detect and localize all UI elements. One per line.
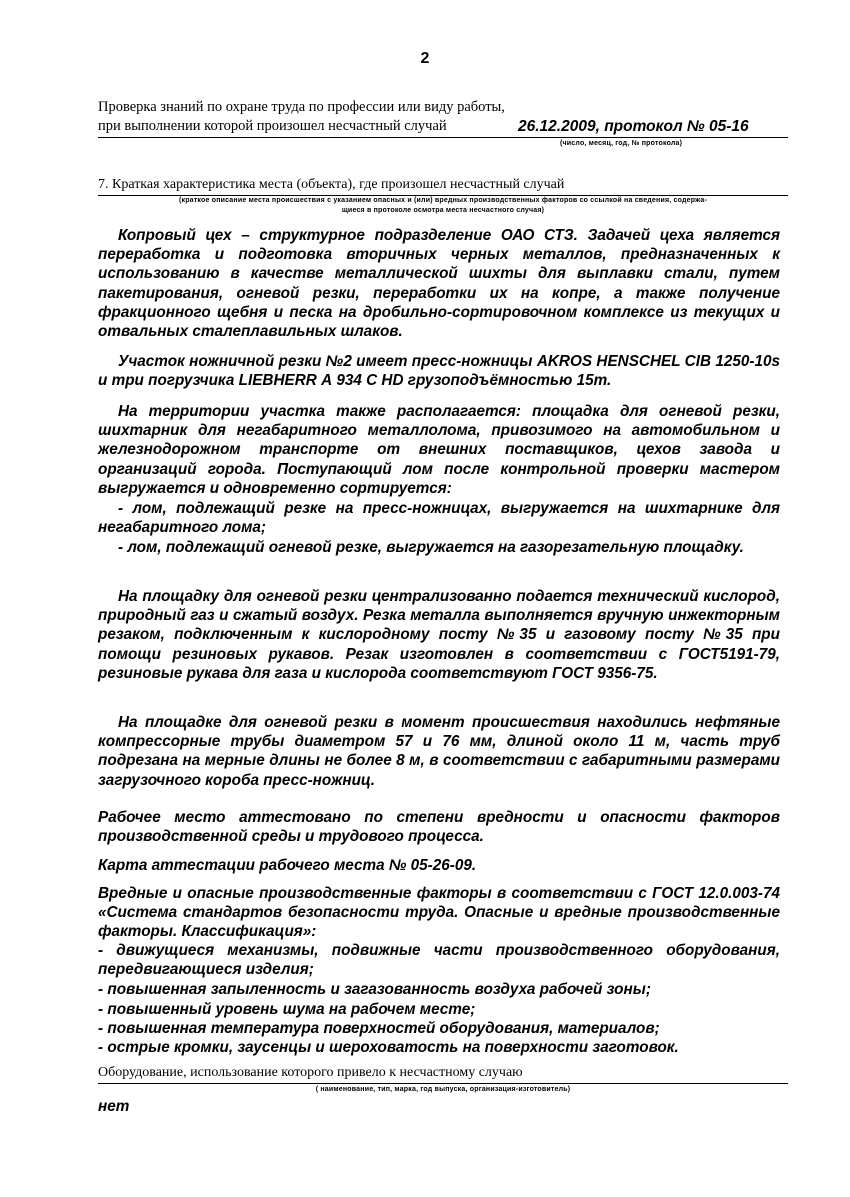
protocol-caption: (число, месяц, год, № протокола) <box>560 140 683 147</box>
paragraph-hazard-factors: Вредные и опасные производственные факторы в соответствии с ГОСТ 12.0.003-74 «Система стандартов безопасности труда. Опасные и вредные производственные факторы. Классификация»: <box>98 885 780 941</box>
page-number: 2 <box>420 50 430 67</box>
paragraph-site-equipment: Участок ножничной резки №2 имеет пресс-ножницы AKROS HENSCHEL CIB 1250-10s и три погрузчика LIEBHERR А 934 С HD грузоподъёмностью 15т. <box>98 353 780 390</box>
paragraph-gas-supply: На площадку для огневой резки централизованно подается технический кислород, природный газ и сжатый воздух. Резка металла выполняется вручную инжекторным резаком, подключенным к кислородному посту №35 и газовому посту №35 при помощи резиновых рукавов. Резак изготовлен в соответствии с ГОСТ5191-79, резиновые рукава для газа и кислорода соответствуют ГОСТ 9356-75. <box>98 588 780 682</box>
section-caption-2: щиеся в протоколе осмотра места несчастного случая) <box>341 207 545 214</box>
paragraph-workplace-certification: Рабочее место аттестовано по степени вредности и опасности факторов производственной среды и трудового процесса. <box>98 809 780 846</box>
paragraph-certification-card: Карта аттестации рабочего места № 05-26-09. <box>98 857 477 874</box>
header-underline <box>98 137 788 138</box>
paragraph-site-territory: На территории участка также располагается: площадка для огневой резки, шихтарник для негабаритного металлолома, привозимого на автомобильном и железнодорожном транспорте от внешних поставщиков, цехов завода и организаций города. Поступающий лом после контрольной проверки мастером выгружается и одновременно сортируется: <box>98 403 780 497</box>
equipment-caption: ( наименование, тип, марка, год выпуска, организация-изготовитель) <box>315 1086 571 1093</box>
hazard-item-noise: - повышенный уровень шума на рабочем месте; <box>98 1001 476 1018</box>
section-underline <box>98 195 788 196</box>
protocol-value: 26.12.2009, протокол № 05-16 <box>518 118 749 135</box>
hazard-item-moving-parts: - движущиеся механизмы, подвижные части производственного оборудования, передвигающиеся изделия; <box>98 942 780 979</box>
hazard-item-dust: - повышенная запыленность и загазованность воздуха рабочей зоны; <box>98 981 651 998</box>
header-line-1: Проверка знаний по охране труда по профессии или виду работы, <box>98 99 505 115</box>
equipment-underline <box>98 1083 788 1084</box>
header-line-2: при выполнении которой произошел несчастный случай <box>98 118 447 134</box>
section-title: 7. Краткая характеристика места (объекта), где произошел несчастный случай <box>98 177 565 192</box>
section-caption-1: (краткое описание места происшествия с указанием опасных и (или) вредных производственных факторов со ссылкой на сведения, содержа- <box>178 197 708 204</box>
equipment-value: нет <box>98 1098 130 1115</box>
hazard-item-temperature: - повышенная температура поверхностей оборудования, материалов; <box>98 1020 660 1037</box>
paragraph-shop-description: Копровый цех – структурное подразделение ОАО СТЗ. Задачей цеха является переработка и подготовка вторичных черных металлов, предназначенных к использованию в качестве металлической шихты для выплавки стали, путем пакетирования, огневой резки, переработки их на копре, а также получение фракционного щебня и песка на дробильно-сортировочном комплексе из текущих и отвальных сталеплавильных шлаков. <box>98 227 780 341</box>
equipment-title: Оборудование, использование которого привело к несчастному случаю <box>98 1065 523 1080</box>
list-item-gas-scrap: - лом, подлежащий огневой резке, выгружается на газорезательную площадку. <box>118 539 744 556</box>
list-item-press-scrap: - лом, подлежащий резке на пресс-ножницах, выгружается на шихтарнике для негабаритного лома; <box>98 500 780 537</box>
hazard-item-sharp-edges: - острые кромки, заусенцы и шероховатость на поверхности заготовок. <box>98 1039 679 1056</box>
paragraph-pipes: На площадке для огневой резки в момент происшествия находились нефтяные компрессорные трубы диаметром 57 и 76 мм, длиной около 11 м, часть труб подрезана на мерные длины не более 8 м, в соответствии с габаритными размерами загрузочного короба пресс-ножниц. <box>98 714 780 789</box>
